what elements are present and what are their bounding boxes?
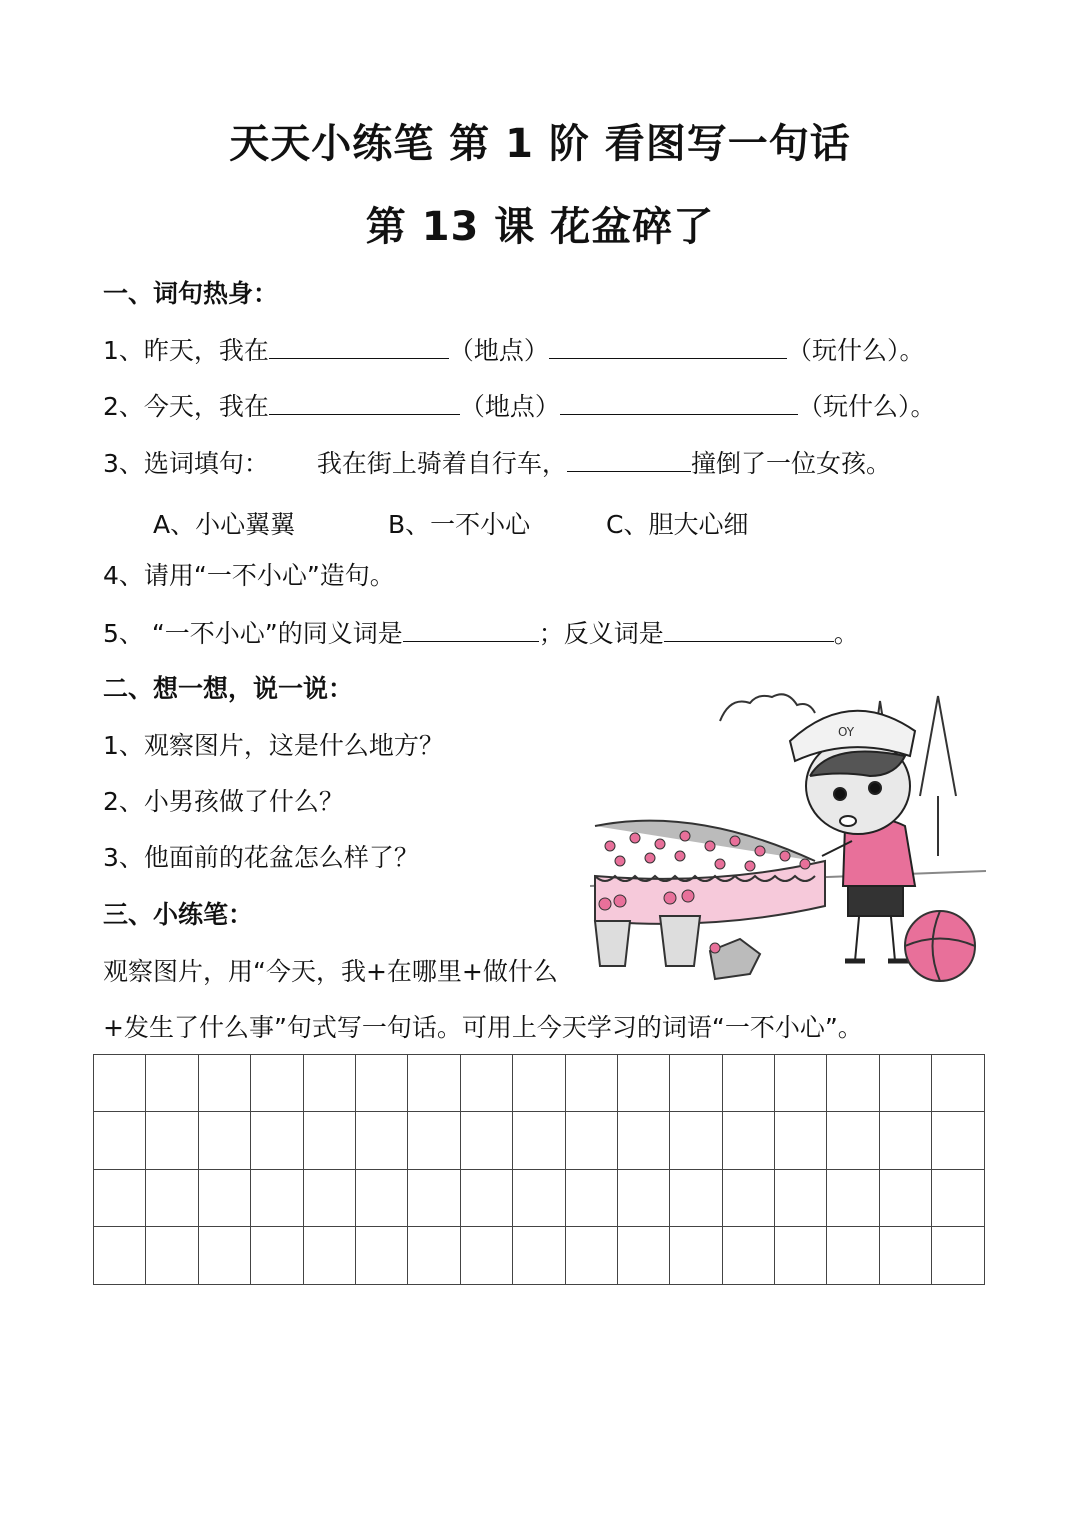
grid-cell[interactable] <box>303 1055 355 1112</box>
grid-cell[interactable] <box>460 1112 512 1169</box>
grid-cell[interactable] <box>670 1112 722 1169</box>
q1-blank-play[interactable] <box>549 334 787 359</box>
grid-row <box>94 1227 985 1284</box>
grid-cell[interactable] <box>513 1169 565 1226</box>
lesson-title: 第 13 课 花盆碎了 <box>365 204 715 250</box>
option-a[interactable]: A、小心翼翼 <box>153 510 296 539</box>
s2-question-1: 1、观察图片，这是什么地方？ <box>103 731 444 760</box>
grid-cell[interactable] <box>775 1227 827 1284</box>
cap-logo: OY <box>838 725 855 739</box>
grid-cell[interactable] <box>827 1112 879 1169</box>
section3-heading: 三、小练笔： <box>103 900 254 929</box>
boy-eye-left <box>834 788 846 800</box>
grid-cell[interactable] <box>94 1227 146 1284</box>
pot-middle <box>660 916 700 966</box>
grid-cell[interactable] <box>879 1169 931 1226</box>
s3-instruction-1: 观察图片，用“今天，我+在哪里+做什么 <box>103 957 558 986</box>
tree-right <box>920 696 956 856</box>
page-title: 天天小练笔 第 1 阶 看图写一句话 <box>229 121 851 167</box>
basketball <box>905 911 975 981</box>
q5-blank-antonym[interactable] <box>664 617 834 642</box>
grid-cell[interactable] <box>355 1055 407 1112</box>
grid-row <box>94 1112 985 1169</box>
option-c[interactable]: C、胆大心细 <box>606 510 749 539</box>
grid-cell[interactable] <box>460 1055 512 1112</box>
grid-cell[interactable] <box>565 1169 617 1226</box>
grid-cell[interactable] <box>460 1169 512 1226</box>
grid-cell[interactable] <box>146 1227 198 1284</box>
grid-cell[interactable] <box>722 1112 774 1169</box>
grid-cell[interactable] <box>617 1055 669 1112</box>
q3-blank[interactable] <box>567 447 691 472</box>
grid-cell[interactable] <box>879 1112 931 1169</box>
grid-cell[interactable] <box>617 1169 669 1226</box>
grid-cell[interactable] <box>565 1055 617 1112</box>
q1-blank-place[interactable] <box>269 334 449 359</box>
section1-heading: 一、词句热身： <box>103 279 279 308</box>
grid-cell[interactable] <box>408 1169 460 1226</box>
grid-cell[interactable] <box>670 1055 722 1112</box>
grid-cell[interactable] <box>146 1055 198 1112</box>
flower-bed-wall <box>595 861 825 924</box>
grid-cell[interactable] <box>513 1227 565 1284</box>
grid-cell[interactable] <box>251 1055 303 1112</box>
grid-cell[interactable] <box>408 1055 460 1112</box>
writing-grid[interactable] <box>93 1054 985 1285</box>
s2-question-3: 3、他面前的花盆怎么样了？ <box>103 843 419 872</box>
grid-cell[interactable] <box>303 1112 355 1169</box>
q5-line <box>103 617 859 650</box>
grid-cell[interactable] <box>722 1055 774 1112</box>
pot-left <box>595 921 630 966</box>
grid-cell[interactable] <box>355 1227 407 1284</box>
q1-place-hint: （地点） <box>448 336 549 365</box>
grid-cell[interactable] <box>670 1227 722 1284</box>
grid-cell[interactable] <box>251 1169 303 1226</box>
grid-cell[interactable] <box>251 1227 303 1284</box>
q5-end: 。 <box>833 619 859 648</box>
q1-prefix: 1、昨天，我在 <box>103 336 269 365</box>
q1-line <box>103 334 924 367</box>
grid-cell[interactable] <box>722 1169 774 1226</box>
grid-cell[interactable] <box>460 1227 512 1284</box>
q2-line <box>103 390 935 423</box>
q5-blank-synonym[interactable] <box>403 617 539 642</box>
q2-play-hint: （玩什么）。 <box>797 392 936 421</box>
boy-mouth <box>840 816 856 826</box>
grid-row <box>94 1169 985 1226</box>
grid-cell[interactable] <box>251 1112 303 1169</box>
grid-cell[interactable] <box>932 1227 984 1284</box>
grid-cell[interactable] <box>513 1112 565 1169</box>
grid-cell[interactable] <box>565 1112 617 1169</box>
q2-place-hint: （地点） <box>459 392 560 421</box>
q3-line <box>103 447 891 480</box>
q5-middle: ；反义词是 <box>538 619 664 648</box>
grid-cell[interactable] <box>198 1112 250 1169</box>
boy-broken-flowerpot-illustration <box>590 676 986 998</box>
q5-prefix: 5、 “一不小心”的同义词是 <box>103 619 403 648</box>
grid-cell[interactable] <box>617 1227 669 1284</box>
s3-instruction-2: +发生了什么事”句式写一句话。可用上今天学习的词语“一不小心”。 <box>103 1013 863 1042</box>
q3-sentence-start: 我在街上骑着自行车， <box>316 449 567 478</box>
boy <box>790 711 915 961</box>
q2-blank-place[interactable] <box>269 390 460 415</box>
grid-cell[interactable] <box>775 1169 827 1226</box>
grid-cell[interactable] <box>303 1227 355 1284</box>
grid-cell[interactable] <box>198 1169 250 1226</box>
grid-cell[interactable] <box>827 1169 879 1226</box>
q3-sentence-end: 撞倒了一位女孩。 <box>690 449 891 478</box>
grid-cell[interactable] <box>94 1112 146 1169</box>
grid-cell[interactable] <box>879 1055 931 1112</box>
grid-cell[interactable] <box>146 1169 198 1226</box>
grid-cell[interactable] <box>408 1112 460 1169</box>
grid-cell[interactable] <box>932 1169 984 1226</box>
grid-cell[interactable] <box>355 1112 407 1169</box>
grid-cell[interactable] <box>303 1169 355 1226</box>
q2-prefix: 2、今天，我在 <box>103 392 269 421</box>
grid-cell[interactable] <box>198 1227 250 1284</box>
grid-cell[interactable] <box>670 1169 722 1226</box>
grid-cell[interactable] <box>408 1227 460 1284</box>
grid-cell[interactable] <box>565 1227 617 1284</box>
grid-cell[interactable] <box>94 1055 146 1112</box>
option-b[interactable]: B、一不小心 <box>388 510 531 539</box>
grid-cell[interactable] <box>355 1169 407 1226</box>
grid-cell[interactable] <box>932 1055 984 1112</box>
grid-cell[interactable] <box>827 1055 879 1112</box>
grid-cell[interactable] <box>617 1112 669 1169</box>
grid-cell[interactable] <box>146 1112 198 1169</box>
q4-line: 4、请用“一不小心”造句。 <box>103 561 395 590</box>
boy-eye-right <box>869 782 881 794</box>
grid-cell[interactable] <box>722 1227 774 1284</box>
grid-cell[interactable] <box>932 1112 984 1169</box>
q3-prefix: 3、选词填句： <box>103 449 269 478</box>
grid-cell[interactable] <box>775 1055 827 1112</box>
q1-play-hint: （玩什么）。 <box>786 336 925 365</box>
grid-cell[interactable] <box>198 1055 250 1112</box>
grid-cell[interactable] <box>827 1227 879 1284</box>
bush-outline <box>720 694 815 721</box>
grid-cell[interactable] <box>94 1169 146 1226</box>
grid-row <box>94 1055 985 1112</box>
grid-cell[interactable] <box>879 1227 931 1284</box>
grid-cell[interactable] <box>775 1112 827 1169</box>
s2-question-2: 2、小男孩做了什么？ <box>103 787 344 816</box>
grid-cell[interactable] <box>513 1055 565 1112</box>
section2-heading: 二、想一想，说一说： <box>103 674 354 703</box>
q2-blank-play[interactable] <box>560 390 798 415</box>
